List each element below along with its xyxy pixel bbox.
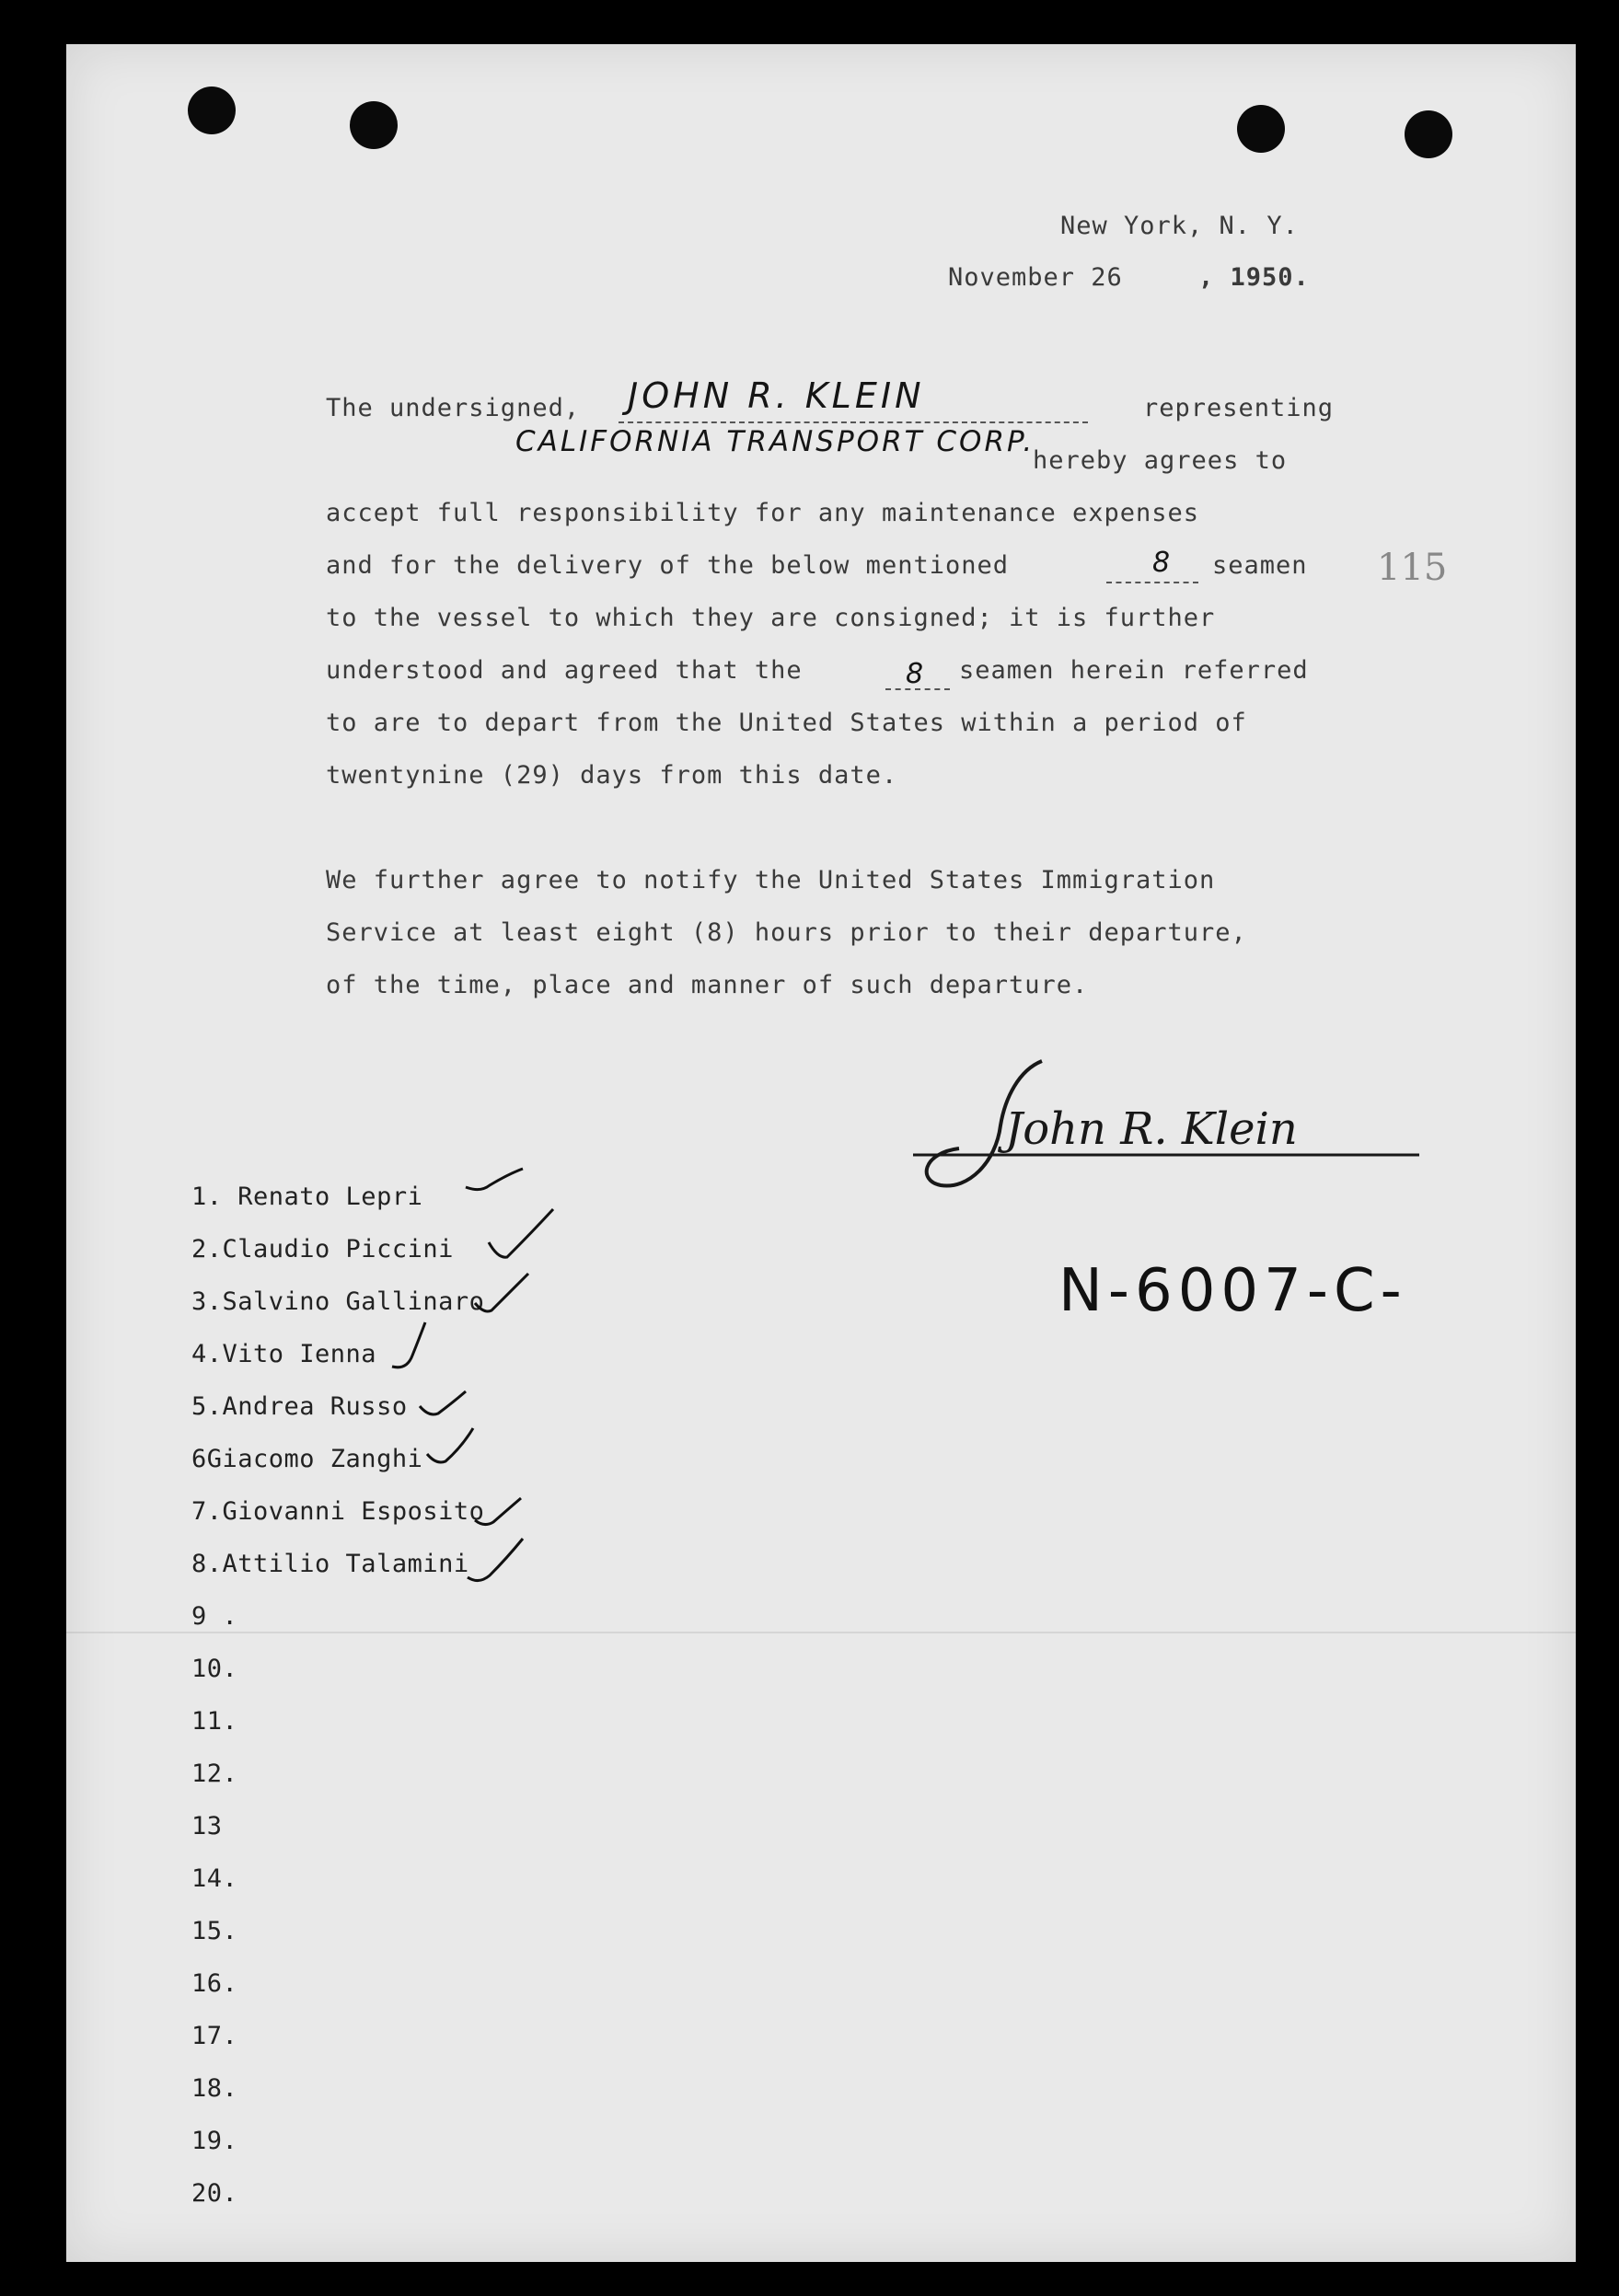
signature-text: John R. Klein [1005, 1103, 1298, 1155]
list-line-17: 17. [191, 2022, 238, 2050]
page-number: 115 [1377, 547, 1448, 589]
place-line: New York, N. Y. [1060, 212, 1299, 240]
check-mark-icon [462, 1165, 526, 1202]
agreement-line-7: to are to depart from the United States within a period of [326, 709, 1247, 737]
agreement-line-4-suffix: seamen [1212, 551, 1308, 580]
agreement-line-6-prefix: understood and agreed that the [326, 656, 803, 685]
list-line-20: 20. [191, 2179, 238, 2208]
list-line-14: 14. [191, 1864, 238, 1893]
seamen-count-2: 8 [906, 658, 924, 690]
list-line-12: 12. [191, 1759, 238, 1788]
seaman-1: 1. Renato Lepri [191, 1183, 423, 1211]
file-number-handwritten: N-6007-C- [1058, 1257, 1407, 1325]
list-line-11: 11. [191, 1707, 238, 1736]
check-mark-icon [471, 1268, 536, 1319]
signature-image [904, 1033, 1438, 1199]
intro-prefix: The undersigned, [326, 394, 581, 422]
name-underline [619, 421, 1088, 423]
seaman-6: 6Giacomo Zanghi [191, 1445, 423, 1473]
fold-line [66, 1632, 1576, 1633]
list-line-16: 16. [191, 1969, 238, 1998]
list-line-19: 19. [191, 2127, 238, 2155]
seaman-2: 2.Claudio Piccini [191, 1235, 454, 1263]
punch-hole [1237, 105, 1285, 153]
count-underline [1106, 582, 1198, 583]
agreement-line-4-prefix: and for the delivery of the below mentioned [326, 551, 1009, 580]
seaman-4: 4.Vito Ienna [191, 1340, 377, 1368]
check-mark-icon [388, 1319, 434, 1374]
seaman-5: 5.Andrea Russo [191, 1392, 408, 1421]
signer-name-handwritten: JOHN R. KLEIN [628, 375, 925, 416]
date-year: , 1950. [1198, 263, 1310, 292]
check-mark-icon [485, 1206, 559, 1270]
document-page [66, 44, 1576, 2262]
agreement-line-8: twentynine (29) days from this date. [326, 761, 898, 790]
check-mark-icon [464, 1535, 528, 1586]
agreement-line-2: hereby agrees to [1033, 446, 1288, 475]
date-month-day: November 26 [948, 263, 1123, 292]
punch-hole [188, 87, 236, 134]
representing-label: representing [1143, 394, 1335, 422]
list-line-9: 9 . [191, 1602, 238, 1631]
punch-hole [1405, 110, 1452, 158]
company-handwritten: CALIFORNIA TRANSPORT CORP. [515, 425, 1035, 458]
seaman-3: 3.Salvino Gallinaro [191, 1287, 485, 1316]
seaman-7: 7.Giovanni Esposito [191, 1497, 485, 1526]
check-mark-icon [416, 1388, 471, 1425]
list-line-13: 13 [191, 1812, 223, 1840]
punch-hole [350, 101, 398, 149]
agreement-line-6-suffix: seamen herein referred [959, 656, 1309, 685]
check-mark-icon [471, 1494, 526, 1531]
seaman-8: 8.Attilio Talamini [191, 1550, 469, 1578]
list-line-10: 10. [191, 1655, 238, 1683]
list-line-18: 18. [191, 2074, 238, 2103]
notice-line-3: of the time, place and manner of such departure. [326, 971, 1089, 999]
check-mark-icon [423, 1425, 479, 1471]
notice-line-2: Service at least eight (8) hours prior to their departure, [326, 918, 1247, 947]
count-underline-2 [885, 688, 950, 690]
notice-line-1: We further agree to notify the United States Immigration [326, 866, 1216, 894]
agreement-line-3: accept full responsibility for any maintenance expenses [326, 499, 1200, 527]
list-line-15: 15. [191, 1917, 238, 1945]
seamen-count-1: 8 [1152, 547, 1171, 579]
agreement-line-5: to the vessel to which they are consigned; it is further [326, 604, 1216, 632]
